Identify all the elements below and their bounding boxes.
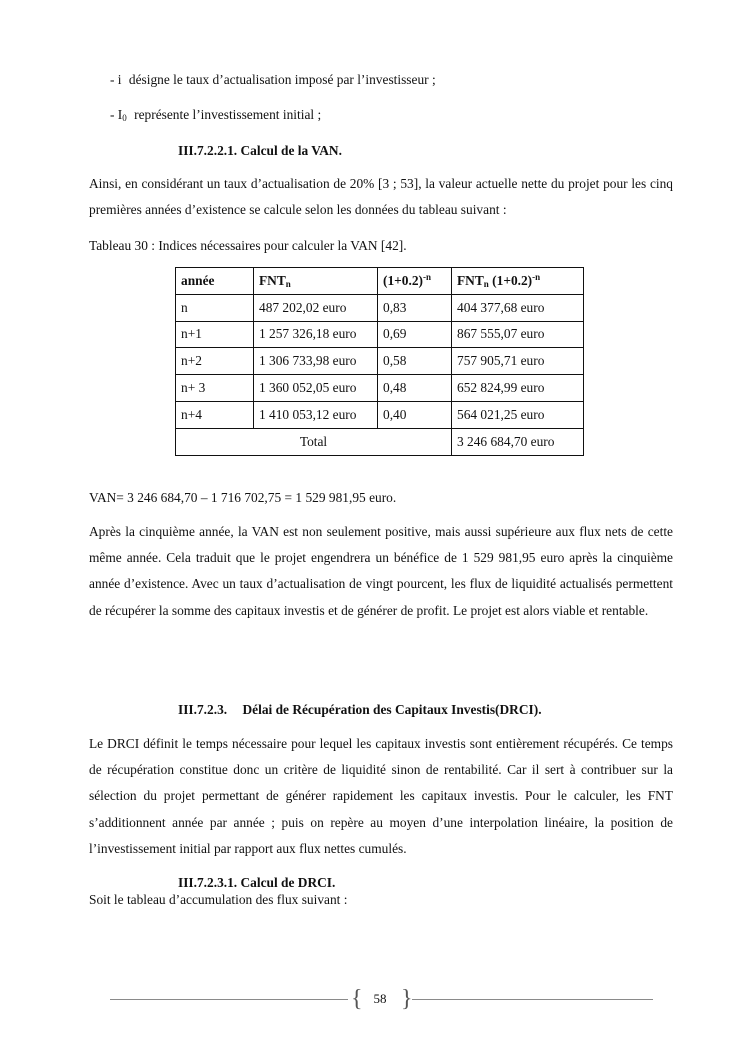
footer-right-bracket: } [401, 986, 413, 1012]
heading-drci [178, 702, 542, 718]
bullet-i0 [110, 107, 321, 123]
header-annee: année [176, 268, 254, 295]
drci-intro-text: Soit le tableau d’accumulation des flux suivant : [89, 892, 348, 907]
cell-fnt: 1 410 053,12 euro [254, 401, 378, 428]
cell-fnt: 1 360 052,05 euro [254, 375, 378, 402]
heading-calcul-van: III.7.2.2.1. Calcul de la VAN. [178, 143, 342, 158]
cell-annee: n+2 [176, 348, 254, 375]
cell-fnt: 1 306 733,98 euro [254, 348, 378, 375]
van-table [175, 267, 584, 456]
cell-product: 404 377,68 euro [452, 294, 584, 321]
footer-left-bracket: { [351, 986, 363, 1012]
footer-rule-left [110, 999, 348, 1000]
heading-calcul-drci: III.7.2.3.1. Calcul de DRCI. [178, 875, 336, 890]
bullet-i-text: désigne le taux d’actualisation imposé par l’investisseur ; [128, 72, 436, 87]
header-factor-sup: -n [422, 272, 431, 283]
cell-factor: 0,69 [378, 321, 452, 348]
bullet-i0-sub: 0 [122, 113, 127, 123]
cell-annee: n [176, 294, 254, 321]
header-product-mid: (1+0.2) [488, 273, 533, 289]
paragraph-van-comment: Après la cinquième année, la VAN est non seulement positive, mais aussi supérieure aux flux nets de cette même année. Cela traduit que le projet engendrera un bénéfice de 1 529 981,95 euro après la cinquième année d’existence. Avec un taux d’actualisation de vingt pourcent, les flux de liquidité actualisés permettent de récupérer la somme des capitaux investis et de générer de profit. Le projet est alors viable et rentable. [89, 524, 673, 618]
cell-product: 867 555,07 euro [452, 321, 584, 348]
paragraph-van-intro: Ainsi, en considérant un taux d’actualisation de 20% [3 ; 53], la valeur actuelle nette du projet pour les cinq premières années d’existence se calcule selon les données du tableau suivant : [89, 176, 673, 218]
cell-product: 652 824,99 euro [452, 375, 584, 402]
table-row [176, 294, 584, 321]
header-fnt-sub: n [285, 278, 291, 289]
cell-annee: n+4 [176, 401, 254, 428]
table-row [176, 375, 584, 402]
cell-fnt: 487 202,02 euro [254, 294, 378, 321]
heading-drci-number: III.7.2.3. [178, 702, 228, 717]
table-total-row [176, 428, 584, 455]
cell-product: 564 021,25 euro [452, 401, 584, 428]
header-fnt [254, 268, 378, 295]
paragraph-drci: Le DRCI définit le temps nécessaire pour lequel les capitaux investis sont entièrement récupérés. Ce temps de récupération constitue donc un critère de liquidité sinon de rentabilité. Car il sert à contribuer sur la sélection du projet permettant de générer rapidement les capitaux investis. Pour le calculer, les FNT s’additionnent année par année ; puis on repère au moyen d’une interpolation linéaire, la position de l’investissement initial par rapport aux flux nettes cumulés. [89, 736, 673, 856]
table-row [176, 321, 584, 348]
bullet-i-prefix: - i [110, 72, 122, 87]
header-product [452, 268, 584, 295]
cell-factor: 0,58 [378, 348, 452, 375]
table-row [176, 401, 584, 428]
header-factor-base: (1+0.2) [383, 273, 423, 289]
cell-annee: n+1 [176, 321, 254, 348]
header-fnt-base: FNT [259, 272, 286, 288]
total-value: 3 246 684,70 euro [452, 428, 584, 455]
van-result: VAN= 3 246 684,70 – 1 716 702,75 = 1 529 981,95 euro. [89, 490, 397, 505]
table-caption: Tableau 30 : Indices nécessaires pour calculer la VAN [42]. [89, 238, 407, 253]
bullet-i0-prefix: - I [110, 107, 123, 122]
cell-factor: 0,83 [378, 294, 452, 321]
bullet-i [110, 72, 436, 88]
cell-product: 757 905,71 euro [452, 348, 584, 375]
table-header-row [176, 268, 584, 295]
cell-factor: 0,48 [378, 375, 452, 402]
cell-fnt: 1 257 326,18 euro [254, 321, 378, 348]
cell-factor: 0,40 [378, 401, 452, 428]
header-factor [378, 268, 452, 295]
bullet-i0-text: représente l’investissement initial ; [134, 107, 322, 122]
header-product-base: FNT [457, 273, 484, 289]
heading-drci-title: Délai de Récupération des Capitaux Investis(DRCI). [242, 702, 542, 717]
total-label: Total [176, 428, 452, 455]
header-product-sup: -n [532, 272, 541, 283]
cell-annee: n+ 3 [176, 375, 254, 402]
footer-rule-right [412, 999, 653, 1000]
table-row [176, 348, 584, 375]
page-number: 58 [373, 991, 387, 1006]
header-product-sub: n [483, 279, 489, 290]
